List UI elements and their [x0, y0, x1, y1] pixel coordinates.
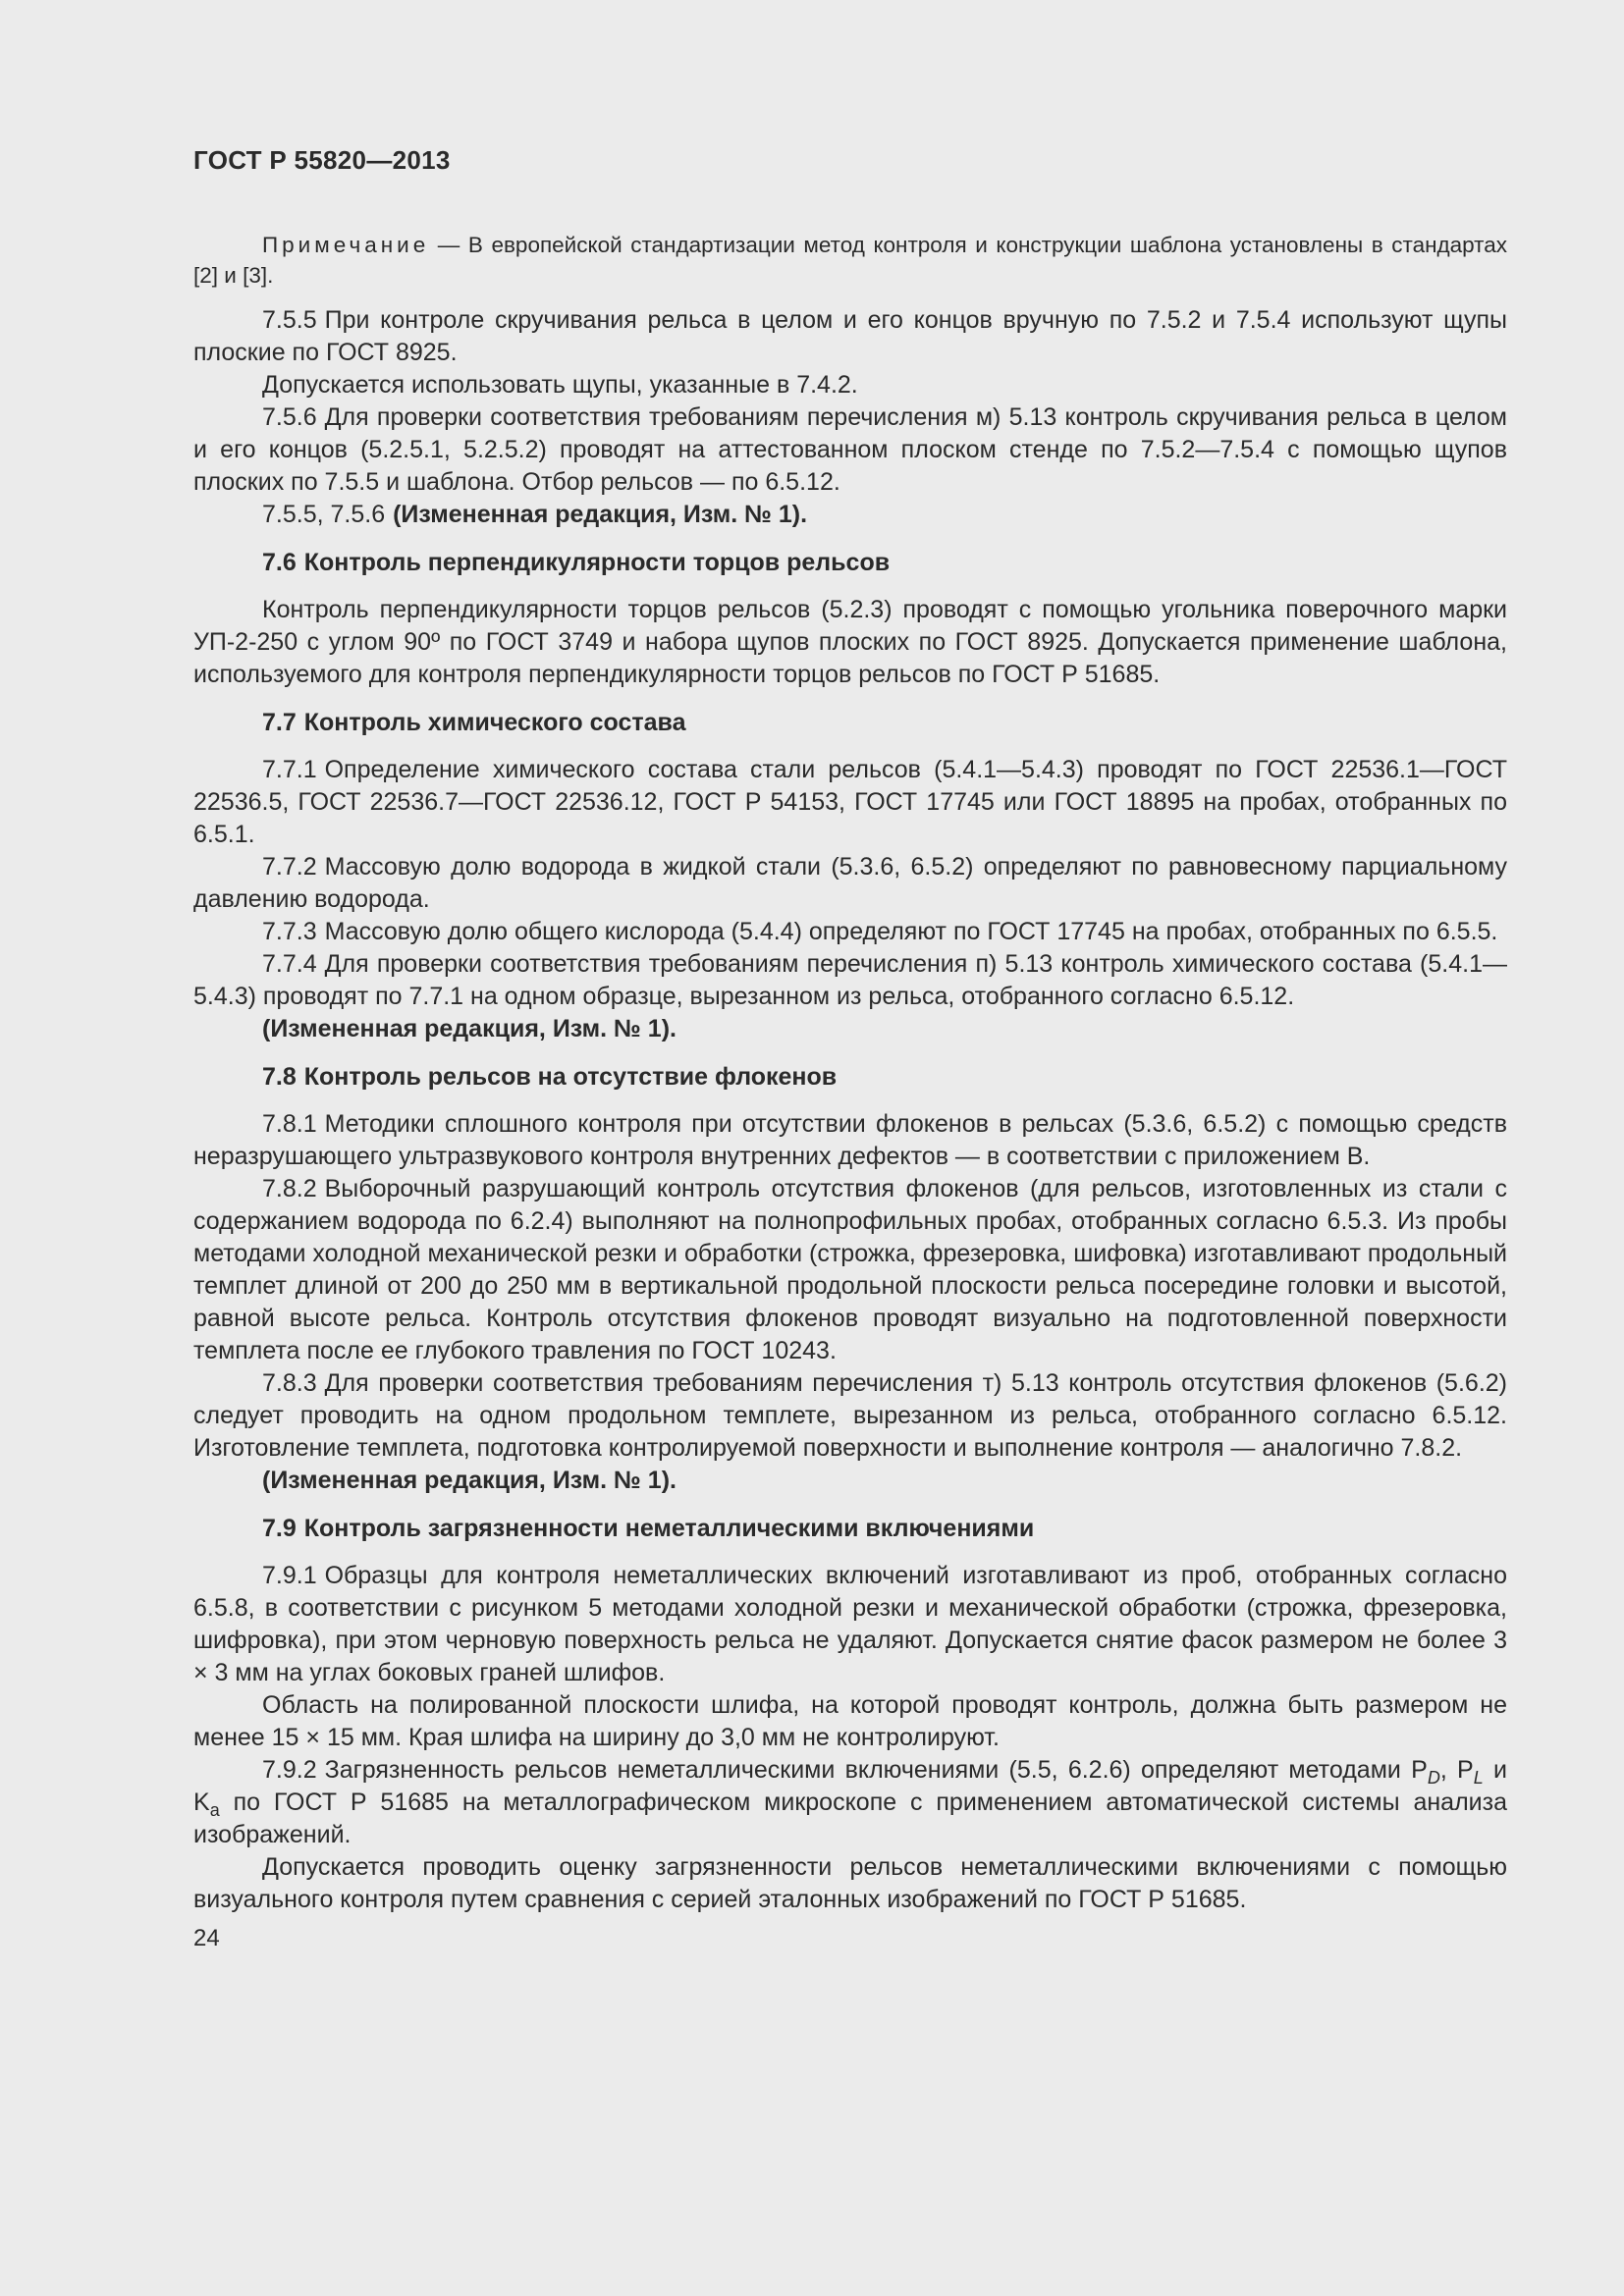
document-page: [193, 147, 1507, 1954]
paragraph-7-8-3: [193, 1367, 1507, 1465]
section-heading-7-9: 7.9 Контроль загрязненности неметаллическими включениями: [262, 1515, 1035, 1542]
clause-number: 7.8.3: [262, 1369, 317, 1397]
clause-text: Для проверки соответствия требованиям перечисления т) 5.13 контроль отсутствия флокенов (5.6.2) следует проводить на одном продольном темплете, вырезанном из рельса, отобранного согласно 6.5.12. Изготовление темплета, подготовка контролируемой поверхности и выполнение контроля — аналогично 7.8.2.: [193, 1369, 1507, 1462]
paragraph-7-9-1-continuation: Область на полированной плоскости шлифа, на которой проводят контроль, должна быть размером не менее 15 × 15 мм. Края шлифа на ширину до 3,0 мм не контролируют.: [193, 1691, 1507, 1751]
document-header: ГОСТ Р 55820—2013: [193, 145, 451, 175]
clause-text: При контроле скручивания рельса в целом и его концов вручную по 7.5.2 и 7.5.4 используют щупы плоские по ГОСТ 8925.: [193, 306, 1507, 366]
amendment-text: (Измененная редакция, Изм. № 1).: [393, 501, 808, 528]
section-heading-7-7: 7.7 Контроль химического состава: [262, 709, 686, 736]
amendment-note: (Измененная редакция, Изм. № 1).: [262, 1467, 677, 1494]
paragraph-7-9-1: [193, 1560, 1507, 1689]
method-pd: $P_D$: [1411, 1756, 1440, 1788]
paragraph-7-7-1: [193, 754, 1507, 851]
paragraph-7-7-3: [193, 916, 1507, 948]
clause-text: Для проверки соответствия требованиям перечисления п) 5.13 контроль химического состава (5.4.1—5.4.3) проводят по 7.7.1 на одном образце, вырезанном из рельса, отобранного согласно 6.5.12.: [193, 950, 1507, 1010]
clause-number: 7.5.5: [262, 306, 317, 334]
clause-number: 7.7.1: [262, 756, 317, 783]
paragraph-7-5-5-continuation: Допускается использовать щупы, указанные в 7.4.2.: [262, 371, 858, 399]
clause-text: Для проверки соответствия требованиям перечисления м) 5.13 контроль скручивания рельса в целом и его концов (5.2.5.1, 5.2.5.2) проводят на аттестованном плоском стенде по 7.5.2—7.5.4 с помощью щупов плоских по 7.5.5 и шаблона. Отбор рельсов — по 6.5.12.: [193, 403, 1507, 496]
page-number: 24: [193, 1925, 220, 1951]
paragraph-7-9-2: 7.9.2 Загрязненность рельсов неметаллическими включениями (5.5, 6.2.6) определяют методами $P_D$, $P_L$ и $K_a$ по ГОСТ Р 51685 на металлографическом микроскопе с применением автоматической системы анализа изображений.: [193, 1756, 1508, 1848]
clause-number: 7.7.2: [262, 853, 317, 881]
paragraph-7-5-6: [193, 401, 1507, 499]
note-label: Примечание: [262, 233, 430, 257]
clause-text: Выборочный разрушающий контроль отсутствия флокенов (для рельсов, изготовленных из стали с содержанием водорода по 6.2.4) выполняют на полнопрофильных пробах, отобранных согласно 6.5.3. Из пробы методами холодной механической резки и обработки (строжка, фрезеровка, шифовка) изготавливают продольный темплет длиной от 200 до 250 мм в вертикальной продольной плоскости рельса посередине головки и высотой, равной высоте рельса. Контроль отсутствия флокенов проводят визуально на подготовленной поверхности темплета после ее глубокого травления по ГОСТ 10243.: [193, 1175, 1507, 1364]
clause-number: 7.7.4: [262, 950, 317, 978]
paragraph-7-5-5: [193, 304, 1507, 369]
method-pl: $P_L$: [1457, 1756, 1484, 1788]
clause-text: Образцы для контроля неметаллических включений изготавливают из проб, отобранных согласно 6.5.8, в соответствии с рисунком 5 методами холодной резки и механической обработки (строжка, фрезеровка, шифровка), при этом черновую поверхность рельса не удаляют. Допускается снятие фасок размером не более 3 × 3 мм на углах боковых граней шлифов.: [193, 1562, 1507, 1686]
clause-number: 7.8.1: [262, 1110, 317, 1138]
clause-number: 7.7.3: [262, 918, 317, 945]
paragraph-7-7-2: [193, 851, 1507, 916]
amendment-note: (Измененная редакция, Изм. № 1).: [262, 1015, 677, 1042]
section-heading-7-8: 7.8 Контроль рельсов на отсутствие флокенов: [262, 1063, 838, 1091]
note-paragraph: [193, 230, 1507, 291]
clause-text: по ГОСТ Р 51685 на металлографическом микроскопе с применением автоматической системы анализа изображений.: [193, 1789, 1508, 1848]
clause-number: 7.9.2: [262, 1756, 317, 1784]
paragraph-7-6: Контроль перпендикулярности торцов рельсов (5.2.3) проводят с помощью угольника поверочного марки УП-2-250 с углом 90º по ГОСТ 3749 и набора щупов плоских по ГОСТ 8925. Допускается применение шаблона, используемого для контроля перпендикулярности торцов рельсов по ГОСТ Р 51685.: [193, 596, 1507, 688]
paragraph-7-9-2-continuation: Допускается проводить оценку загрязненности рельсов неметаллическими включениями с помощью визуального контроля путем сравнения с серией эталонных изображений по ГОСТ Р 51685.: [193, 1853, 1507, 1913]
clause-number: 7.9.1: [262, 1562, 317, 1589]
note-text: — В европейской стандартизации метод контроля и конструкции шаблона установлены в стандартах [2] и [3].: [193, 233, 1507, 288]
clause-number: 7.5.6: [262, 403, 317, 431]
clause-text: Определение химического состава стали рельсов (5.4.1—5.4.3) проводят по ГОСТ 22536.1—ГОСТ 22536.5, ГОСТ 22536.7—ГОСТ 22536.12, ГОСТ Р 54153, ГОСТ 17745 или ГОСТ 18895 на пробах, отобранных по 6.5.1.: [193, 756, 1507, 848]
amendment-note: [193, 499, 1507, 531]
clause-text: Методики сплошного контроля при отсутствии флокенов в рельсах (5.3.6, 6.5.2) с помощью средств неразрушающего ультразвукового контроля внутренних дефектов — в соответствии с приложением В.: [193, 1110, 1507, 1170]
paragraph-7-7-4: [193, 948, 1507, 1013]
clause-text: Массовую долю водорода в жидкой стали (5.3.6, 6.5.2) определяют по равновесному парциальному давлению водорода.: [193, 853, 1507, 913]
paragraph-7-8-2: [193, 1173, 1507, 1367]
method-ka: $K_a$: [193, 1789, 220, 1820]
paragraph-7-8-1: [193, 1108, 1507, 1173]
section-heading-7-6: 7.6 Контроль перпендикулярности торцов рельсов: [262, 549, 891, 576]
clause-number: 7.5.5, 7.5.6: [262, 501, 386, 528]
clause-text: Массовую долю общего кислорода (5.4.4) определяют по ГОСТ 17745 на пробах, отобранных по 6.5.5.: [324, 918, 1498, 945]
clause-text: Загрязненность рельсов неметаллическими включениями (5.5, 6.2.6) определяют методами: [324, 1756, 1401, 1784]
clause-number: 7.8.2: [262, 1175, 317, 1202]
